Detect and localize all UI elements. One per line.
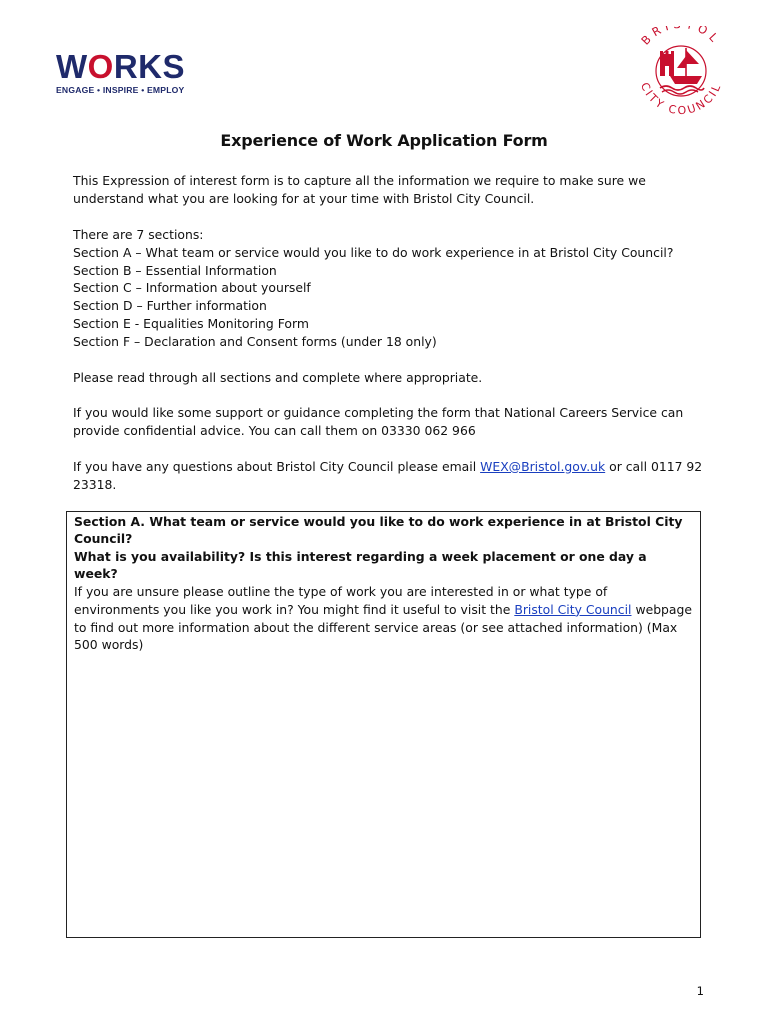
- email-link[interactable]: WEX@Bristol.gov.uk: [480, 459, 606, 474]
- section-list-item: Section F – Declaration and Consent forms (under 18 only): [73, 333, 437, 349]
- page-title: Experience of Work Application Form: [220, 131, 548, 150]
- section-a-answer-box[interactable]: [66, 511, 701, 938]
- availability-question: What is you availability? Is this interest regarding a week placement or one day a week?: [74, 549, 647, 581]
- section-a-instructions: [74, 583, 694, 654]
- crest-emblem: [656, 46, 706, 96]
- crest-bottom-text: CITY COUNCIL: [637, 80, 725, 118]
- questions-note: [73, 458, 703, 494]
- bristol-crest-icon: [626, 26, 736, 118]
- works-letter-o: O: [87, 48, 114, 85]
- section-list-item: Section C – Information about yourself: [73, 280, 311, 296]
- section-list-item: Section A – What team or service would you like to do work experience in at Bristol City Council?: [73, 244, 674, 260]
- works-letter-w: W: [56, 48, 88, 85]
- section-list-item: Section D – Further information: [73, 298, 267, 314]
- works-letters-rks: RKS: [113, 48, 186, 85]
- questions-text-after: or call 0117 92 23318.: [73, 459, 703, 492]
- works-logo: [56, 50, 190, 96]
- bristol-city-council-link[interactable]: Bristol City Council: [514, 601, 632, 617]
- questions-text-before: If you have any questions about Bristol City Council please email: [73, 459, 481, 474]
- works-tagline: ENGAGE • INSPIRE • EMPLOY: [56, 85, 185, 95]
- section-a-heading: Section A. What team or service would you like to do work experience in at Bristol City Council?: [74, 514, 683, 546]
- crest-top-text: BR OL: [638, 26, 724, 48]
- section-a-text-after: webpage to find out more information about the different service areas (or see attached information) (Max 500 words): [74, 601, 693, 653]
- works-wordmark: [56, 50, 190, 84]
- bristol-city-council-logo: [626, 26, 736, 118]
- sections-intro: There are 7 sections:: [73, 227, 204, 242]
- read-note: Please read through all sections and complete where appropriate.: [73, 370, 483, 385]
- section-a-text-before: If you are unsure please outline the type of work you are interested in or what type of environments you like you work in? You might find it useful to visit the: [74, 584, 608, 617]
- page-number: 1: [696, 984, 704, 998]
- intro-paragraph: This Expression of interest form is to capture all the information we require to make sure we understand what you are looking for at your time with Bristol City Council.: [73, 173, 646, 206]
- section-list-item: Section E - Equalities Monitoring Form: [73, 315, 309, 331]
- support-note: If you would like some support or guidance completing the form that National Careers Service can provide confidential advice. You can call them on 03330 062 966: [73, 405, 684, 438]
- section-list-item: Section B – Essential Information: [73, 262, 277, 278]
- sections-list: [73, 226, 703, 351]
